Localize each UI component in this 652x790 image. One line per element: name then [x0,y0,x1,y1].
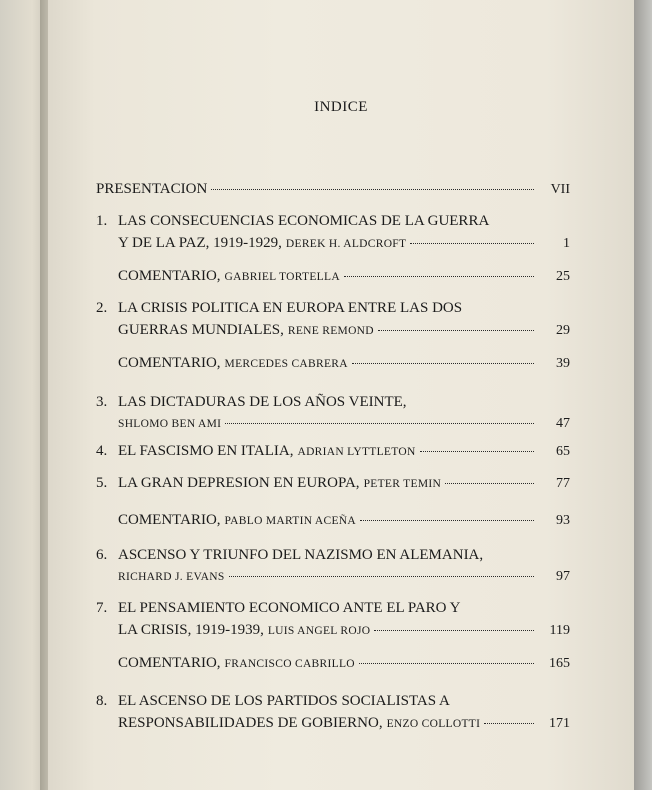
toc-page-number: 171 [549,716,570,731]
toc-entry-author: DEREK H. ALDCROFT [285,238,407,250]
toc-entry [96,472,570,494]
dot-leader [344,276,534,277]
toc-entry-title: GUERRAS MUNDIALES, [118,322,284,338]
toc-line [96,232,570,254]
dot-leader [484,723,534,724]
dot-leader [229,576,534,577]
toc-entry-number: 3. [96,394,108,410]
toc-page-number: VII [550,182,570,197]
toc-entry-title: LA GRAN DEPRESION EN EUROPA, [118,475,360,491]
toc-entry-author: FRANCISCO CABRILLO [224,658,355,670]
toc-entry-title: ASCENSO Y TRIUNFO DEL NAZISMO EN ALEMANIA, [118,547,484,563]
toc-entry-number: 6. [96,547,108,563]
toc-page-number: 93 [556,513,570,528]
toc-line [96,210,570,232]
toc-line [96,690,570,712]
toc-entry-title: EL ASCENSO DE LOS PARTIDOS SOCIALISTAS A [118,693,450,709]
toc-line [96,413,570,435]
toc-line [118,352,570,374]
dot-leader [352,363,534,364]
toc-entry-number: 2. [96,300,108,316]
toc-line [96,178,570,200]
toc-entry [96,210,570,254]
toc-line [96,472,570,494]
toc-entry [118,509,570,531]
toc-page-number: 97 [556,569,570,584]
toc-entry-author: RENE REMOND [287,325,374,337]
toc-page-number: 25 [556,269,570,284]
toc-entry-title: LA CRISIS, 1919-1939, [118,622,264,638]
toc-entry-title: RESPONSABILIDADES DE GOBIERNO, [118,715,383,731]
toc-entry [96,690,570,734]
toc-entry-title: COMENTARIO, [118,512,221,528]
dot-leader [359,663,534,664]
toc-line [96,597,570,619]
right-background [634,0,652,790]
toc-entry-author: ADRIAN LYTTLETON [297,446,416,458]
dot-leader [211,189,534,190]
toc-entry [96,597,570,641]
toc-entry [96,391,570,435]
toc-entry-author: MERCEDES CABRERA [224,358,348,370]
toc-line [96,544,570,566]
toc-entry-title: LA CRISIS POLITICA EN EUROPA ENTRE LAS DOS [118,300,463,316]
toc-page-number: 29 [556,323,570,338]
toc-line [96,297,570,319]
toc-entry-number: 8. [96,693,108,709]
dot-leader [378,330,534,331]
toc-entry-title: EL FASCISMO EN ITALIA, [118,443,294,459]
index-title: INDICE [314,99,368,115]
toc-line [96,619,570,641]
toc-page-number: 1 [563,236,570,251]
dot-leader [225,423,534,424]
dot-leader [445,483,534,484]
toc-entry [96,544,570,588]
toc-page-number: 119 [549,623,570,638]
toc-entry [118,265,570,287]
toc-entry-title: COMENTARIO, [118,655,221,671]
toc-entry-author: PETER TEMIN [363,478,442,490]
toc-entry-author: GABRIEL TORTELLA [224,271,340,283]
toc-line [118,265,570,287]
toc-entry [96,440,570,462]
toc-entry-number: 5. [96,475,108,491]
toc-entry-title: COMENTARIO, [118,268,221,284]
toc-line [118,509,570,531]
dot-leader [360,520,534,521]
toc-entry-author: SHLOMO BEN AMI [118,418,222,430]
toc-page-number: 39 [556,356,570,371]
toc-entry-title: Y DE LA PAZ, 1919-1929, [118,235,282,251]
toc-line [96,566,570,588]
toc-entry-author: ENZO COLLOTTI [386,718,481,730]
toc-page-number: 47 [556,416,570,431]
toc-entry-number: 7. [96,600,108,616]
toc-entry-author: RICHARD J. EVANS [118,571,225,583]
toc-entry [96,297,570,341]
dot-leader [410,243,534,244]
toc-entry-title: LAS DICTADURAS DE LOS AÑOS VEINTE, [118,394,407,410]
toc-line [96,712,570,734]
toc-entry-title: EL PENSAMIENTO ECONOMICO ANTE EL PARO Y [118,600,461,616]
dot-leader [374,630,534,631]
toc-line [96,319,570,341]
toc-entry [118,352,570,374]
toc-entry-author: LUIS ANGEL ROJO [267,625,371,637]
toc-line [96,440,570,462]
dot-leader [420,451,534,452]
toc-page-number: 165 [549,656,570,671]
toc-line [118,652,570,674]
toc-entry-title: LAS CONSECUENCIAS ECONOMICAS DE LA GUERRA [118,213,490,229]
toc-entry [96,178,570,200]
toc-page-number: 77 [556,476,570,491]
toc-page-number: 65 [556,444,570,459]
toc-line [96,391,570,413]
toc-entry [118,652,570,674]
toc-entry-author: PABLO MARTIN ACEÑA [224,515,356,527]
toc-entry-title: PRESENTACION [96,181,208,197]
toc-entry-title: COMENTARIO, [118,355,221,371]
toc-entry-number: 1. [96,213,108,229]
toc-entry-number: 4. [96,443,108,459]
